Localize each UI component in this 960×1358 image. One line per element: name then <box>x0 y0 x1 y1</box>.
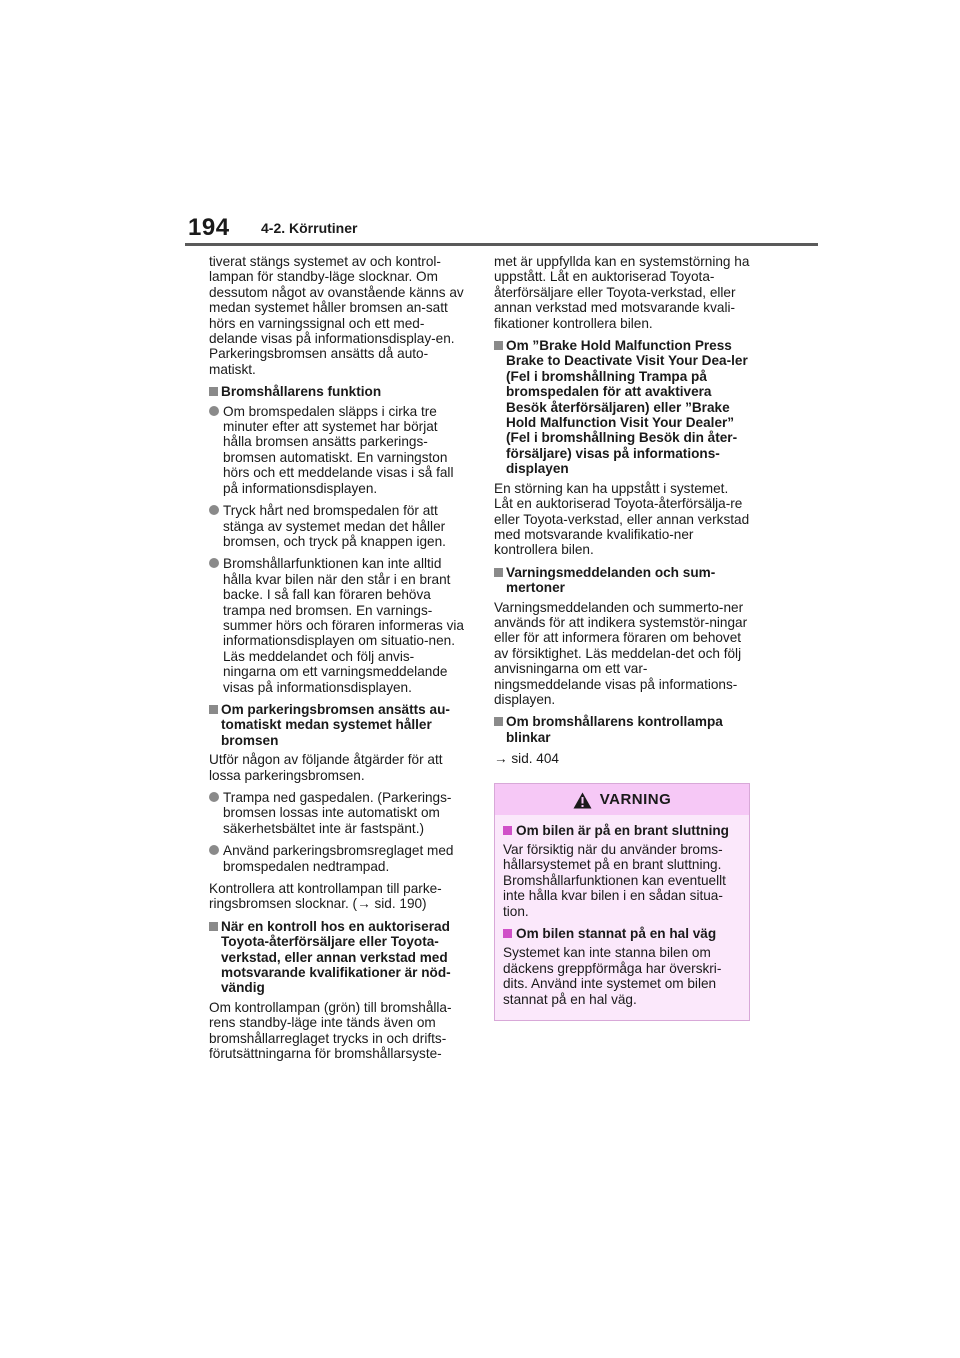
warning-heading-slippery-road <box>503 926 741 941</box>
heading-text: Om bilen stannat på en hal väg <box>516 926 717 942</box>
paragraph: Kontrollera att kontrollampan till parke-ringsbromsen slocknar. (→ sid. 190) <box>209 881 442 912</box>
left-column <box>209 254 467 1069</box>
circle-bullet-icon <box>209 558 219 568</box>
list-item <box>209 404 467 496</box>
square-bullet-icon <box>503 929 512 938</box>
list-item-text: Bromshållarfunktionen kan inte alltid hålla kvar bilen när den står i en brant backe. I så fall kan föraren behöva trampa ned bromsen. En varnings-summer hörs och föraren informeras via informationsdisplayen om situatio-nen. Läs meddelandet och följ anvis-ningarna om ett varningsmeddelande visas på informationsdisplayen. <box>223 556 464 695</box>
square-bullet-icon <box>494 717 503 726</box>
paragraph: Var försiktig när du använder broms-hållarsystemet på en brant sluttning. Bromshållarfunktionen kan eventuellt inte hålla kvar bilen i en sådan situa-tion. <box>503 842 726 919</box>
paragraph: met är uppfyllda kan en systemstörning ha uppstått. Låt en auktoriserad Toyota-återförsäljare eller Toyota-verkstad, eller annan verkstad med motsvarande kvali-fikationer kontrollera bilen. <box>494 254 750 331</box>
warning-triangle-icon <box>573 789 592 806</box>
list-item-text: Om bromspedalen släpps i cirka tre minuter efter att systemet har börjat hålla bromsen ansätts parkerings-bromsen automatiskt. En varningston hörs och ett meddelande visas i så fall på informationsdisplayen. <box>223 403 454 496</box>
warning-heading-steep-slope <box>503 823 741 838</box>
page-number: 194 <box>188 214 230 241</box>
heading-text: Om parkeringsbromsen ansätts au-tomatiskt medan systemet håller bromsen <box>221 701 450 748</box>
list-item <box>209 790 467 836</box>
paragraph: Utför någon av följande åtgärder för att lossa parkeringsbromsen. <box>209 752 443 783</box>
list-item <box>209 843 467 874</box>
heading-malfunction-message <box>494 338 750 477</box>
heading-dealer-check <box>209 919 467 996</box>
header-divider <box>185 243 818 246</box>
paragraph: Systemet kan inte stanna bilen om däckens greppförmåga har överskri-dits. Använd inte systemet om bilen stannat på en hal väg. <box>503 945 722 1007</box>
list-item <box>209 503 467 549</box>
paragraph: En störning kan ha uppstått i systemet. Låt en auktoriserad Toyota-återförsälja-re eller Toyota-verkstad, eller annan verkstad med motsvarande kvalifikatio-ner kontrollera bilen. <box>494 480 750 558</box>
warning-header <box>495 784 749 815</box>
heading-text: Om ”Brake Hold Malfunction Press Brake to Deactivate Visit Your Dea-ler (Fel i bromshållning Trampa på bromspedalen för att avaktivera Besök återförsäljaren) eller ”Brake Hold Malfunction Visit Your Dealer” (Fel i bromshållning Besök din åter-försäljare) visas på informations-displayen <box>506 338 748 477</box>
section-title: 4-2. Körrutiner <box>261 220 358 236</box>
page-header <box>185 214 818 246</box>
warning-body <box>495 815 749 1020</box>
square-bullet-icon <box>209 387 218 396</box>
circle-bullet-icon <box>209 505 219 515</box>
square-bullet-icon <box>209 705 218 714</box>
intro-paragraph: tiverat stängs systemet av och kontrol-lampan för standby-läge slocknar. Om dessutom något av ovanstående känns av medan systemet håller bromsen an-satt hörs en varningssignal och ett med-delande visas på informationsdisplay-en. Parkeringsbromsen ansätts då auto-matiskt. <box>209 254 464 377</box>
page-reference-link[interactable]: → sid. 404 <box>494 751 559 767</box>
circle-bullet-icon <box>209 792 219 802</box>
heading-parking-brake-auto <box>209 702 467 748</box>
heading-text: Bromshållarens funktion <box>221 384 382 400</box>
heading-indicator-blinks <box>494 714 750 745</box>
square-bullet-icon <box>494 341 503 350</box>
right-column <box>494 254 750 1021</box>
heading-text: Om bromshållarens kontrollampa blinkar <box>506 714 723 745</box>
paragraph: Varningsmeddelanden och summerto-ner används för att indikera systemstör-ningar eller för att informera föraren om behovet av försiktighet. Läs meddelan-det och följ anvisningarna om ett var-ningsmeddelande visas på informations-displayen. <box>494 599 748 707</box>
heading-text: Om bilen är på en brant sluttning <box>516 822 729 838</box>
circle-bullet-icon <box>209 845 219 855</box>
list-item-text: Använd parkeringsbromsreglaget med bromspedalen nedtrampad. <box>223 843 454 874</box>
heading-brake-hold-function <box>209 384 467 399</box>
list-item-text: Tryck hårt ned bromspedalen för att stänga av systemet medan det håller bromsen, och tryck på knappen igen. <box>223 503 446 549</box>
square-bullet-icon <box>494 568 503 577</box>
list-item-text: Trampa ned gaspedalen. (Parkerings-bromsen lossas inte automatiskt om säkerhetsbältet inte är fastspänt.) <box>223 790 452 836</box>
warning-title: VARNING <box>599 790 672 808</box>
warning-box <box>494 783 750 1021</box>
heading-text: När en kontroll hos en auktoriserad Toyota-återförsäljare eller Toyota-verkstad, eller annan verkstad med motsvarande kvalifikationer är nöd-vändig <box>221 918 451 996</box>
square-bullet-icon <box>209 922 218 931</box>
square-bullet-icon <box>503 826 512 835</box>
circle-bullet-icon <box>209 406 219 416</box>
heading-warning-messages <box>494 565 750 596</box>
list-item <box>209 556 467 695</box>
heading-text: Varningsmeddelanden och sum-mertoner <box>506 564 716 596</box>
paragraph: Om kontrollampan (grön) till bromshålla-rens standby-läge inte tänds även om bromshållarreglaget trycks in och drifts-förutsättningarna för bromshållarsyste- <box>209 999 452 1062</box>
